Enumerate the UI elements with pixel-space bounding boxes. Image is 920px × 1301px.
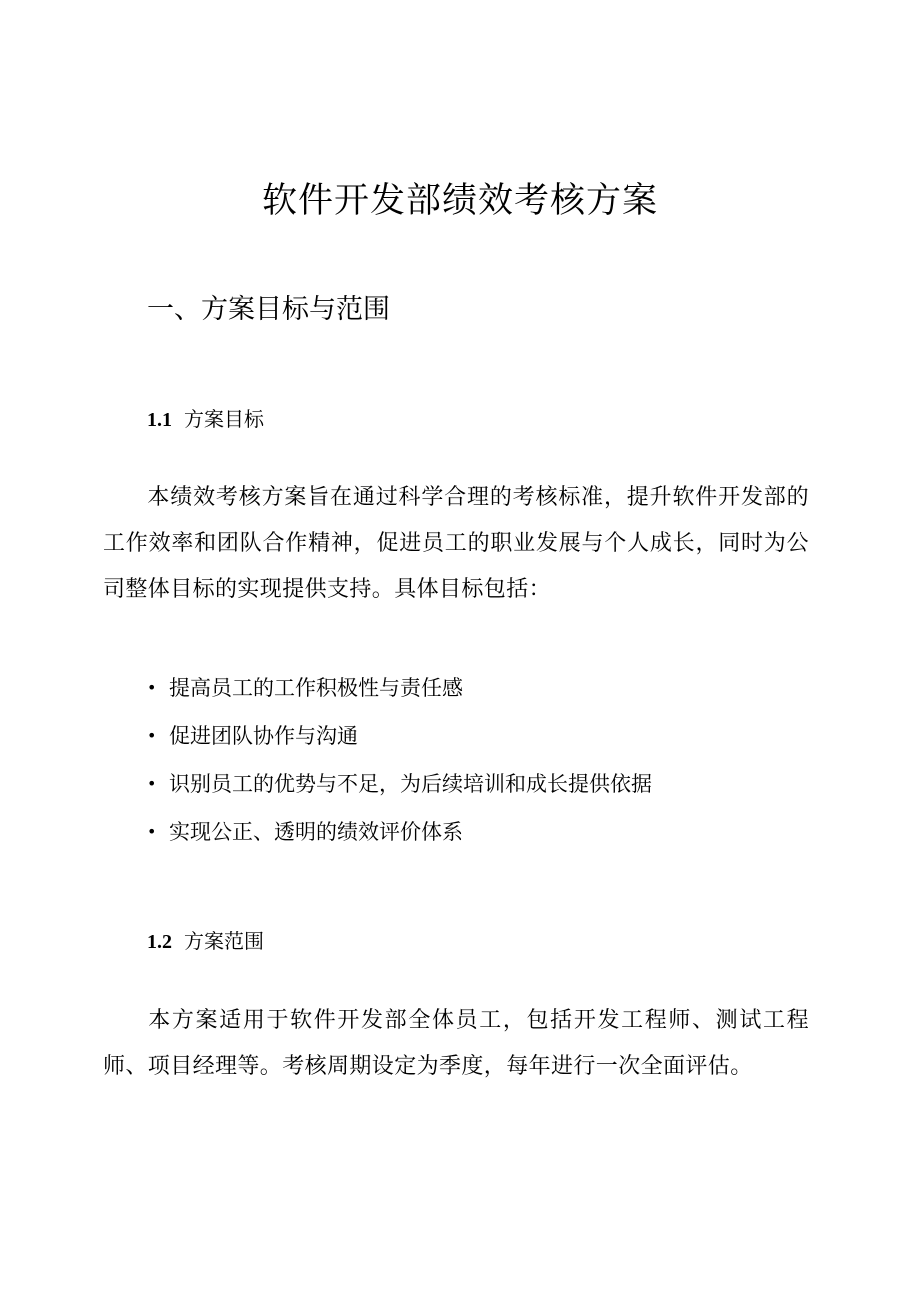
document-title: 软件开发部绩效考核方案: [261, 181, 658, 221]
subsection-heading-goals: [147, 404, 264, 435]
goals-paragraph: [103, 475, 809, 613]
section-heading: 一、方案目标与范围: [147, 294, 390, 325]
list-item-text: 提高员工的工作积极性与责任感: [169, 676, 463, 700]
list-item-text: 识别员工的优势与不足，为后续培训和成长提供依据: [169, 772, 652, 796]
subsection-title: 方案范围: [184, 929, 264, 953]
list-item: [147, 664, 652, 712]
subsection-heading-scope: [147, 926, 264, 957]
bullet-icon: •: [147, 726, 157, 745]
scope-paragraph: [103, 998, 809, 1090]
subsection-number: 1.1: [147, 409, 172, 431]
bullet-icon: •: [147, 678, 157, 697]
goals-list: [147, 664, 652, 856]
list-item-text: 促进团队协作与沟通: [169, 724, 358, 748]
scope-paragraph-text: 本方案适用于软件开发部全体员工，包括开发工程师、测试工程师、项目经理等。考核周期设定为季度，每年进行一次全面评估。: [103, 1008, 809, 1079]
list-item: [147, 760, 652, 808]
bullet-icon: •: [147, 822, 157, 841]
goals-paragraph-text: 本绩效考核方案旨在通过科学合理的考核标准，提升软件开发部的工作效率和团队合作精神，促进员工的职业发展与个人成长，同时为公司整体目标的实现提供支持。具体目标包括：: [103, 485, 809, 602]
bullet-icon: •: [147, 774, 157, 793]
subsection-title: 方案目标: [184, 407, 264, 431]
subsection-number: 1.2: [147, 931, 172, 953]
list-item: [147, 712, 652, 760]
list-item-text: 实现公正、透明的绩效评价体系: [169, 820, 463, 844]
list-item: [147, 808, 652, 856]
